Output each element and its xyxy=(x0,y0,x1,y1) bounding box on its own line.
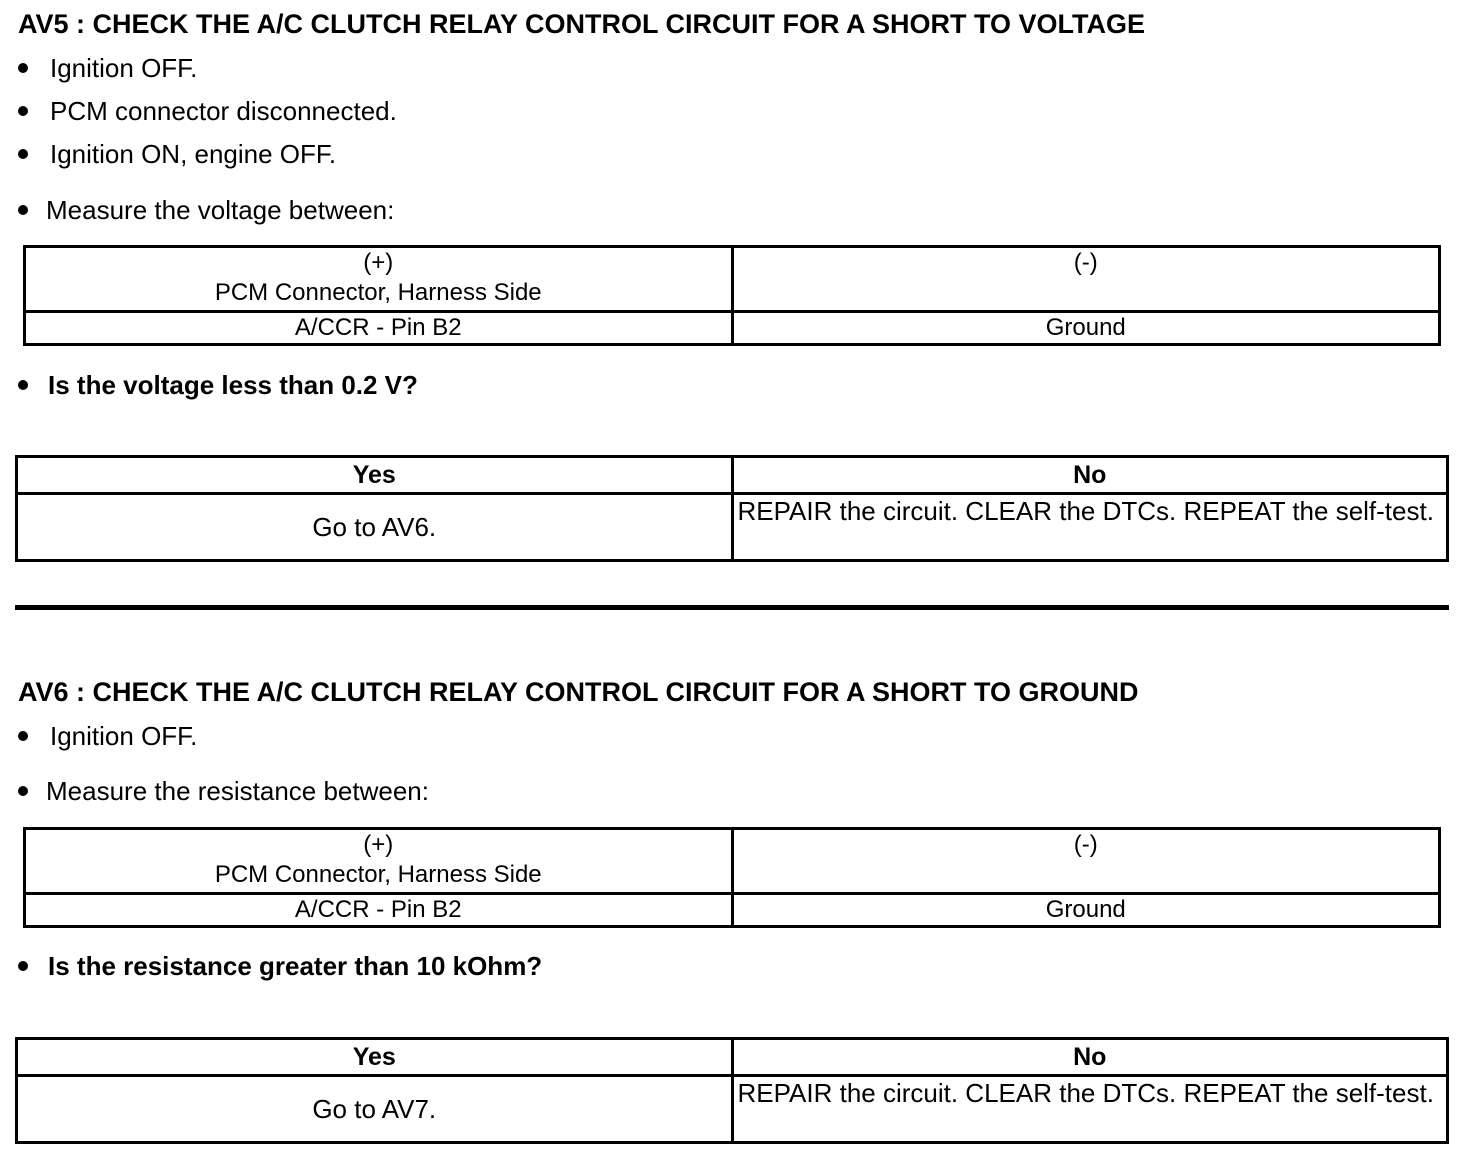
plus-terminal-value: A/CCR - Pin B2 xyxy=(25,894,733,927)
no-action-repair: REPAIR the circuit. CLEAR the DTCs. REPEAT the self-test. xyxy=(732,494,1448,561)
section-divider xyxy=(15,605,1449,610)
question-text: Is the voltage less than 0.2 V? xyxy=(48,370,418,400)
av6-measure-instruction xyxy=(18,775,429,807)
minus-symbol: (-) xyxy=(1073,831,1098,858)
av5-measure-instruction xyxy=(18,194,394,226)
yes-action-go-to-av7: Go to AV7. xyxy=(17,1076,733,1143)
bullet-icon xyxy=(18,731,28,741)
plus-connector-label: PCM Connector, Harness Side xyxy=(214,861,542,888)
yes-header: Yes xyxy=(17,457,733,494)
step-text: Measure the resistance between: xyxy=(46,776,429,806)
av6-question xyxy=(18,950,542,982)
step-text: Ignition ON, engine OFF. xyxy=(50,139,337,169)
av5-heading: AV5 : CHECK THE A/C CLUTCH RELAY CONTROL CIRCUIT FOR A SHORT TO VOLTAGE xyxy=(18,9,1146,39)
av6-result-table xyxy=(15,1037,1449,1144)
minus-terminal-header xyxy=(732,829,1440,894)
av5-step-ignition-on xyxy=(18,138,336,170)
av5-result-table xyxy=(15,455,1449,562)
minus-terminal-value: Ground xyxy=(732,894,1440,927)
bullet-icon xyxy=(18,786,28,796)
bullet-icon xyxy=(18,149,28,159)
av6-step-ignition-off xyxy=(18,720,197,752)
bullet-icon xyxy=(18,106,28,116)
question-text: Is the resistance greater than 10 kOhm? xyxy=(48,951,543,981)
bullet-icon xyxy=(18,205,28,215)
bullet-icon xyxy=(18,63,28,73)
av5-step-pcm-disconnected xyxy=(18,95,397,127)
av6-heading: AV6 : CHECK THE A/C CLUTCH RELAY CONTROL CIRCUIT FOR A SHORT TO GROUND xyxy=(18,677,1139,707)
yes-action-go-to-av6: Go to AV6. xyxy=(17,494,733,561)
no-header: No xyxy=(732,457,1448,494)
plus-terminal-header xyxy=(25,247,733,312)
minus-terminal-header xyxy=(732,247,1440,312)
minus-terminal-value: Ground xyxy=(732,312,1440,345)
step-text: Measure the voltage between: xyxy=(46,195,395,225)
plus-terminal-header xyxy=(25,829,733,894)
yes-header: Yes xyxy=(17,1039,733,1076)
step-text: Ignition OFF. xyxy=(50,721,198,751)
av5-step-ignition-off xyxy=(18,52,197,84)
av5-measurement-table xyxy=(23,245,1441,346)
step-text: PCM connector disconnected. xyxy=(50,96,397,126)
minus-symbol: (-) xyxy=(1073,249,1098,276)
bullet-icon xyxy=(18,380,28,390)
plus-symbol: (+) xyxy=(363,249,394,276)
plus-symbol: (+) xyxy=(363,831,394,858)
av5-question xyxy=(18,369,418,401)
bullet-icon xyxy=(18,961,28,971)
no-header: No xyxy=(732,1039,1448,1076)
step-text: Ignition OFF. xyxy=(50,53,198,83)
plus-connector-label: PCM Connector, Harness Side xyxy=(214,279,542,306)
plus-terminal-value: A/CCR - Pin B2 xyxy=(25,312,733,345)
no-action-repair: REPAIR the circuit. CLEAR the DTCs. REPEAT the self-test. xyxy=(732,1076,1448,1143)
av6-measurement-table xyxy=(23,827,1441,928)
